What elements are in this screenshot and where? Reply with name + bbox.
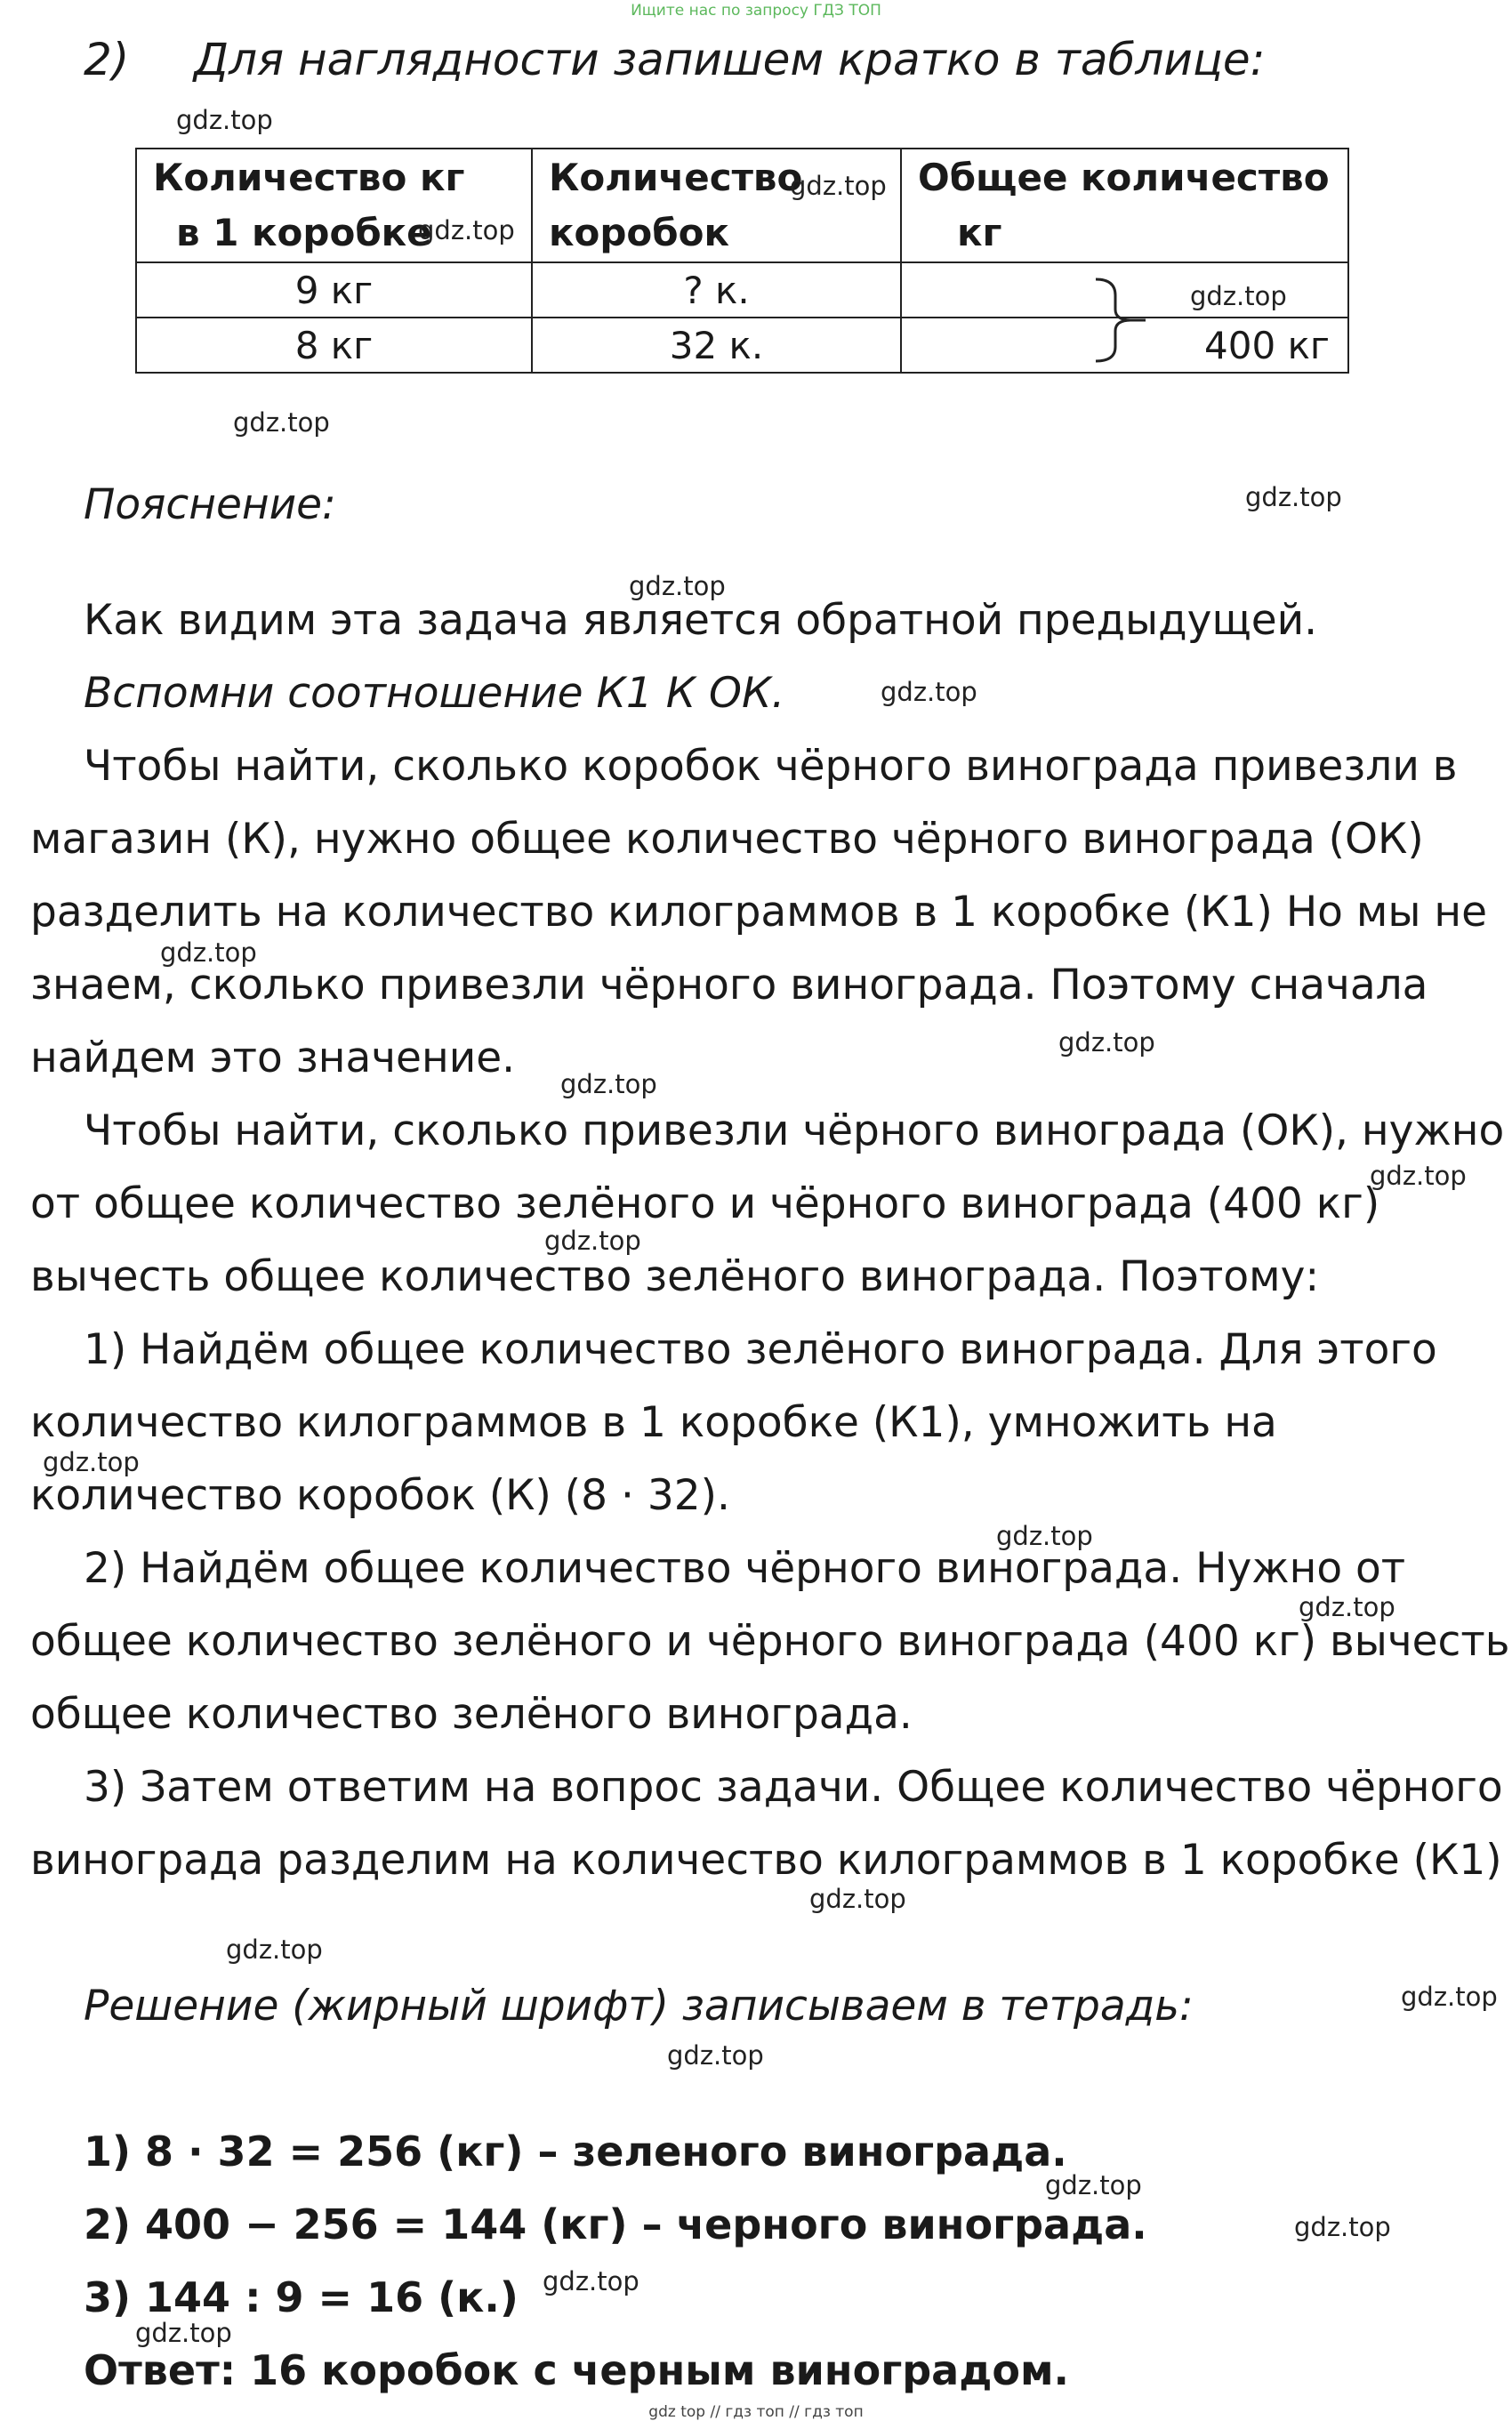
- table-cell: 32 к.: [532, 318, 901, 373]
- explanation-title: Пояснение:: [84, 480, 336, 529]
- watermark: gdz.top: [43, 1447, 140, 1477]
- watermark: gdz.top: [1058, 1027, 1155, 1058]
- watermark: gdz.top: [667, 2040, 764, 2071]
- watermark: gdz.top: [543, 2266, 639, 2296]
- solution-step: 2) 400 − 256 = 144 (кг) – черного винограда.: [84, 2200, 1147, 2248]
- relation-hint: Вспомни соотношение К1 К ОК.: [84, 669, 785, 718]
- paragraph-line: общее количество зелёного винограда.: [30, 1690, 913, 1739]
- table-cell: 9 кг: [136, 262, 532, 318]
- watermark: gdz.top: [1190, 281, 1287, 311]
- task-number: 2): [84, 34, 130, 85]
- solution-step: 3) 144 : 9 = 16 (к.): [84, 2273, 519, 2321]
- watermark: gdz.top: [135, 2318, 232, 2348]
- curly-brace-icon: [1092, 276, 1146, 365]
- watermark: gdz.top: [1294, 2212, 1391, 2242]
- paragraph-line: 2) Найдём общее количество чёрного винограда. Нужно от: [84, 1544, 1406, 1593]
- paragraph-line: общее количество зелёного и чёрного винограда (400 кг) вычесть: [30, 1617, 1510, 1666]
- watermark: gdz.top: [160, 937, 257, 968]
- task-heading: Для наглядности запишем кратко в таблице:: [194, 34, 1266, 85]
- watermark: gdz.top: [790, 171, 887, 201]
- watermark: gdz.top: [1370, 1161, 1467, 1191]
- watermark: gdz.top: [1245, 482, 1342, 512]
- table-header-cell: Общее количество кг: [901, 149, 1348, 262]
- data-table: [135, 148, 1349, 374]
- watermark: gdz.top: [881, 677, 977, 707]
- watermark: gdz.top: [1299, 1592, 1395, 1622]
- paragraph-line: найдем это значение.: [30, 1034, 516, 1082]
- top-banner: Ищите нас по запросу ГДЗ ТОП: [631, 2, 881, 20]
- table-cell: 8 кг: [136, 318, 532, 373]
- watermark: gdz.top: [629, 571, 726, 601]
- paragraph-line: количество коробок (К) (8 · 32).: [30, 1471, 730, 1520]
- solution-intro: Решение (жирный шрифт) записываем в тетрадь:: [84, 1982, 1194, 2031]
- table-header-cell: Количество коробок: [532, 149, 901, 262]
- footer: gdz top // гдз топ // гдз топ: [648, 2403, 864, 2421]
- paragraph-line: от общее количество зелёного и чёрного винограда (400 кг): [30, 1179, 1380, 1228]
- watermark: gdz.top: [1045, 2170, 1142, 2200]
- paragraph-line: количество килограммов в 1 коробке (К1), умножить на: [30, 1398, 1277, 1447]
- table-row: [136, 262, 1348, 318]
- solution-step: 1) 8 · 32 = 256 (кг) – зеленого винограда.: [84, 2127, 1067, 2176]
- watermark: gdz.top: [418, 215, 515, 245]
- watermark: gdz.top: [996, 1521, 1093, 1551]
- paragraph-line: винограда разделим на количество килограммов в 1 коробке (К1): [30, 1836, 1502, 1885]
- paragraph-line: Как видим эта задача является обратной предыдущей.: [84, 596, 1318, 645]
- paragraph-line: 1) Найдём общее количество зелёного винограда. Для этого: [84, 1325, 1437, 1374]
- table-cell: ? к.: [532, 262, 901, 318]
- table-header-row: [136, 149, 1348, 262]
- table-header-cell: Количество кг в 1 коробке: [136, 149, 532, 262]
- watermark: gdz.top: [560, 1069, 657, 1099]
- watermark: gdz.top: [233, 407, 330, 438]
- paragraph-line: разделить на количество килограммов в 1 коробке (К1) Но мы не: [30, 888, 1488, 937]
- paragraph-line: Чтобы найти, сколько привезли чёрного винограда (ОК), нужно: [84, 1106, 1505, 1155]
- paragraph-line: 3) Затем ответим на вопрос задачи. Общее количество чёрного: [84, 1763, 1503, 1812]
- paragraph-line: Чтобы найти, сколько коробок чёрного винограда привезли в: [84, 742, 1458, 791]
- watermark: gdz.top: [1401, 1982, 1498, 2012]
- answer: Ответ: 16 коробок с черным виноградом.: [84, 2346, 1070, 2394]
- watermark: gdz.top: [809, 1884, 906, 1914]
- paragraph-line: вычесть общее количество зелёного винограда. Поэтому:: [30, 1252, 1320, 1301]
- paragraph-line: знаем, сколько привезли чёрного винограда. Поэтому сначала: [30, 961, 1428, 1009]
- watermark: gdz.top: [176, 105, 273, 135]
- paragraph-line: магазин (К), нужно общее количество чёрного винограда (ОК): [30, 815, 1424, 864]
- table-cell: 400 кг: [901, 318, 1348, 373]
- watermark: gdz.top: [226, 1934, 323, 1965]
- table-row: [136, 318, 1348, 373]
- watermark: gdz.top: [544, 1226, 641, 1256]
